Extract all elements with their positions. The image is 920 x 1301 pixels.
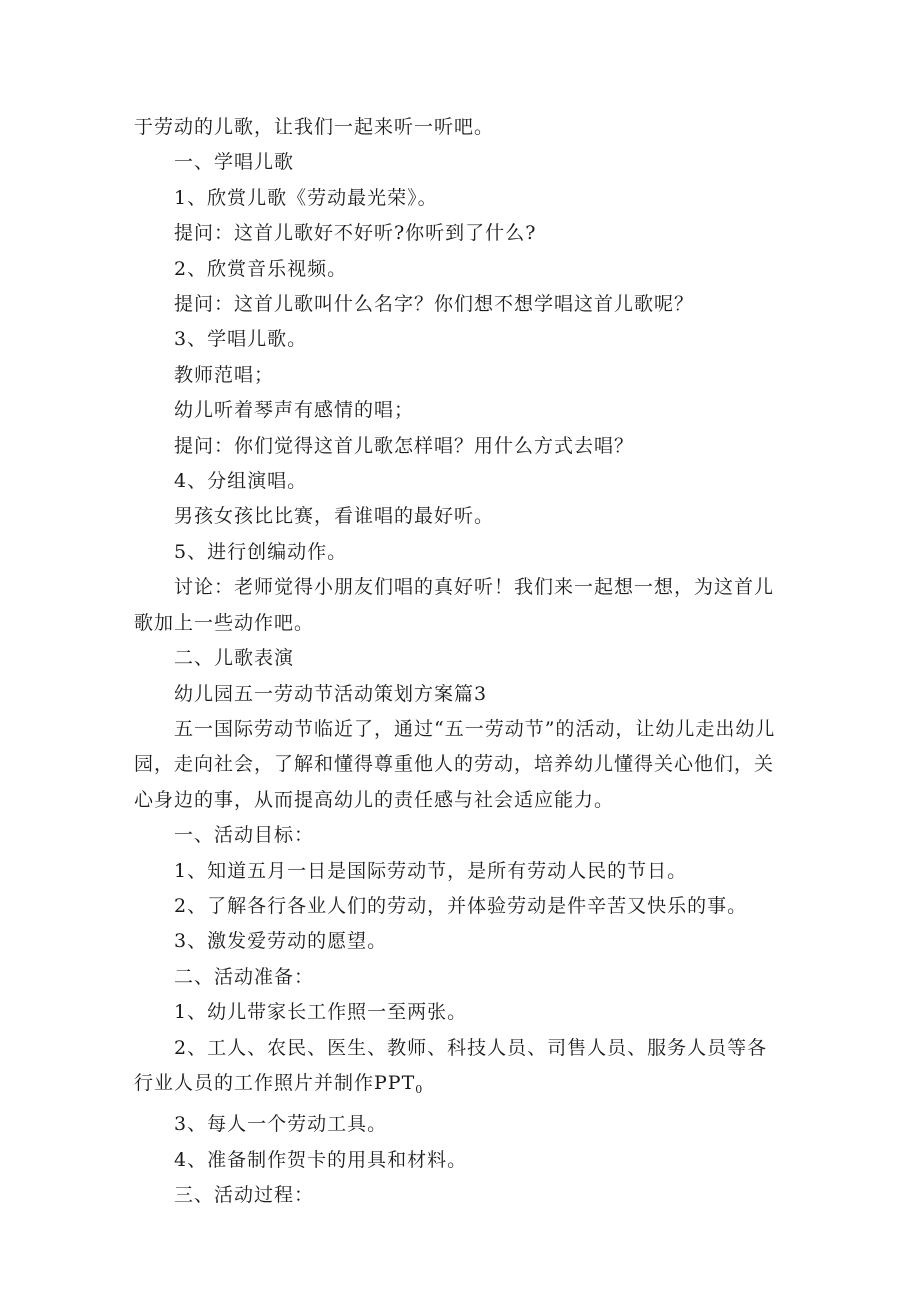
paragraph-5: 2、欣赏音乐视频。	[174, 257, 348, 280]
paragraph-26: 4、准备制作贺卡的用具和材料。	[174, 1148, 468, 1171]
paragraph-7: 3、学唱儿歌。	[174, 328, 308, 351]
paragraph-19: 1、知道五月一日是国际劳动节，是所有劳动人民的节日。	[174, 859, 688, 882]
paragraph-24-text: 2、工人、农民、医生、教师、科技人员、司售人员、服务人员等各行业人员的工作照片并制作PPT	[134, 1036, 768, 1094]
paragraph-12: 男孩女孩比比赛，看谁唱的最好听。	[174, 505, 495, 528]
paragraph-3: 1、欣赏儿歌《劳动最光荣》。	[174, 186, 438, 209]
paragraph-23: 1、幼儿带家长工作照一至两张。	[174, 1001, 468, 1024]
paragraph-14: 讨论：老师觉得小朋友们唱的真好听！我们来一起想一想，为这首儿歌加上一些动作吧。	[134, 576, 775, 634]
heading-activity-process: 三、活动过程：	[174, 1184, 315, 1207]
paragraph-4: 提问：这首儿歌好不好听?你听到了什么?	[174, 222, 537, 245]
paragraph-21: 3、激发爱劳动的愿望。	[174, 930, 388, 953]
heading-song-performance: 二、儿歌表演	[174, 647, 295, 670]
heading-activity-preparation: 二、活动准备：	[174, 965, 315, 988]
heading-activity-goals: 一、活动目标：	[174, 824, 315, 847]
paragraph-17: 五一国际劳动节临近了，通过“五一劳动节”的活动，让幼儿走出幼儿园，走向社会，了解和懂得尊重他人的劳动，培养幼儿懂得关心他们，关心身边的事，从而提高幼儿的责任感与社会适应能力。	[134, 717, 776, 811]
paragraph-1: 于劳动的儿歌，让我们一起来听一听吧。	[134, 116, 495, 138]
paragraph-25: 3、每人一个劳动工具。	[174, 1113, 388, 1136]
paragraph-9: 幼儿听着琴声有感情的唱；	[174, 399, 415, 422]
paragraph-6: 提问：这首儿歌叫什么名字？你们想不想学唱这首儿歌呢？	[174, 293, 695, 316]
heading-learn-song: 一、学唱儿歌	[174, 151, 295, 174]
paragraph-24	[134, 1031, 784, 1108]
paragraph-8: 教师范唱；	[174, 363, 275, 386]
paragraph-24-suffix: 0	[415, 1082, 423, 1096]
paragraph-11: 4、分组演唱。	[174, 470, 308, 493]
paragraph-10: 提问：你们觉得这首儿歌怎样唱？用什么方式去唱？	[174, 434, 635, 457]
paragraph-20: 2、了解各行各业人们的劳动，并体验劳动是件辛苦又快乐的事。	[174, 894, 748, 917]
document-body	[134, 110, 784, 1214]
paragraph-13: 5、进行创编动作。	[174, 540, 348, 563]
section-title-plan-3: 幼儿园五一劳动节活动策划方案篇3	[174, 682, 488, 705]
